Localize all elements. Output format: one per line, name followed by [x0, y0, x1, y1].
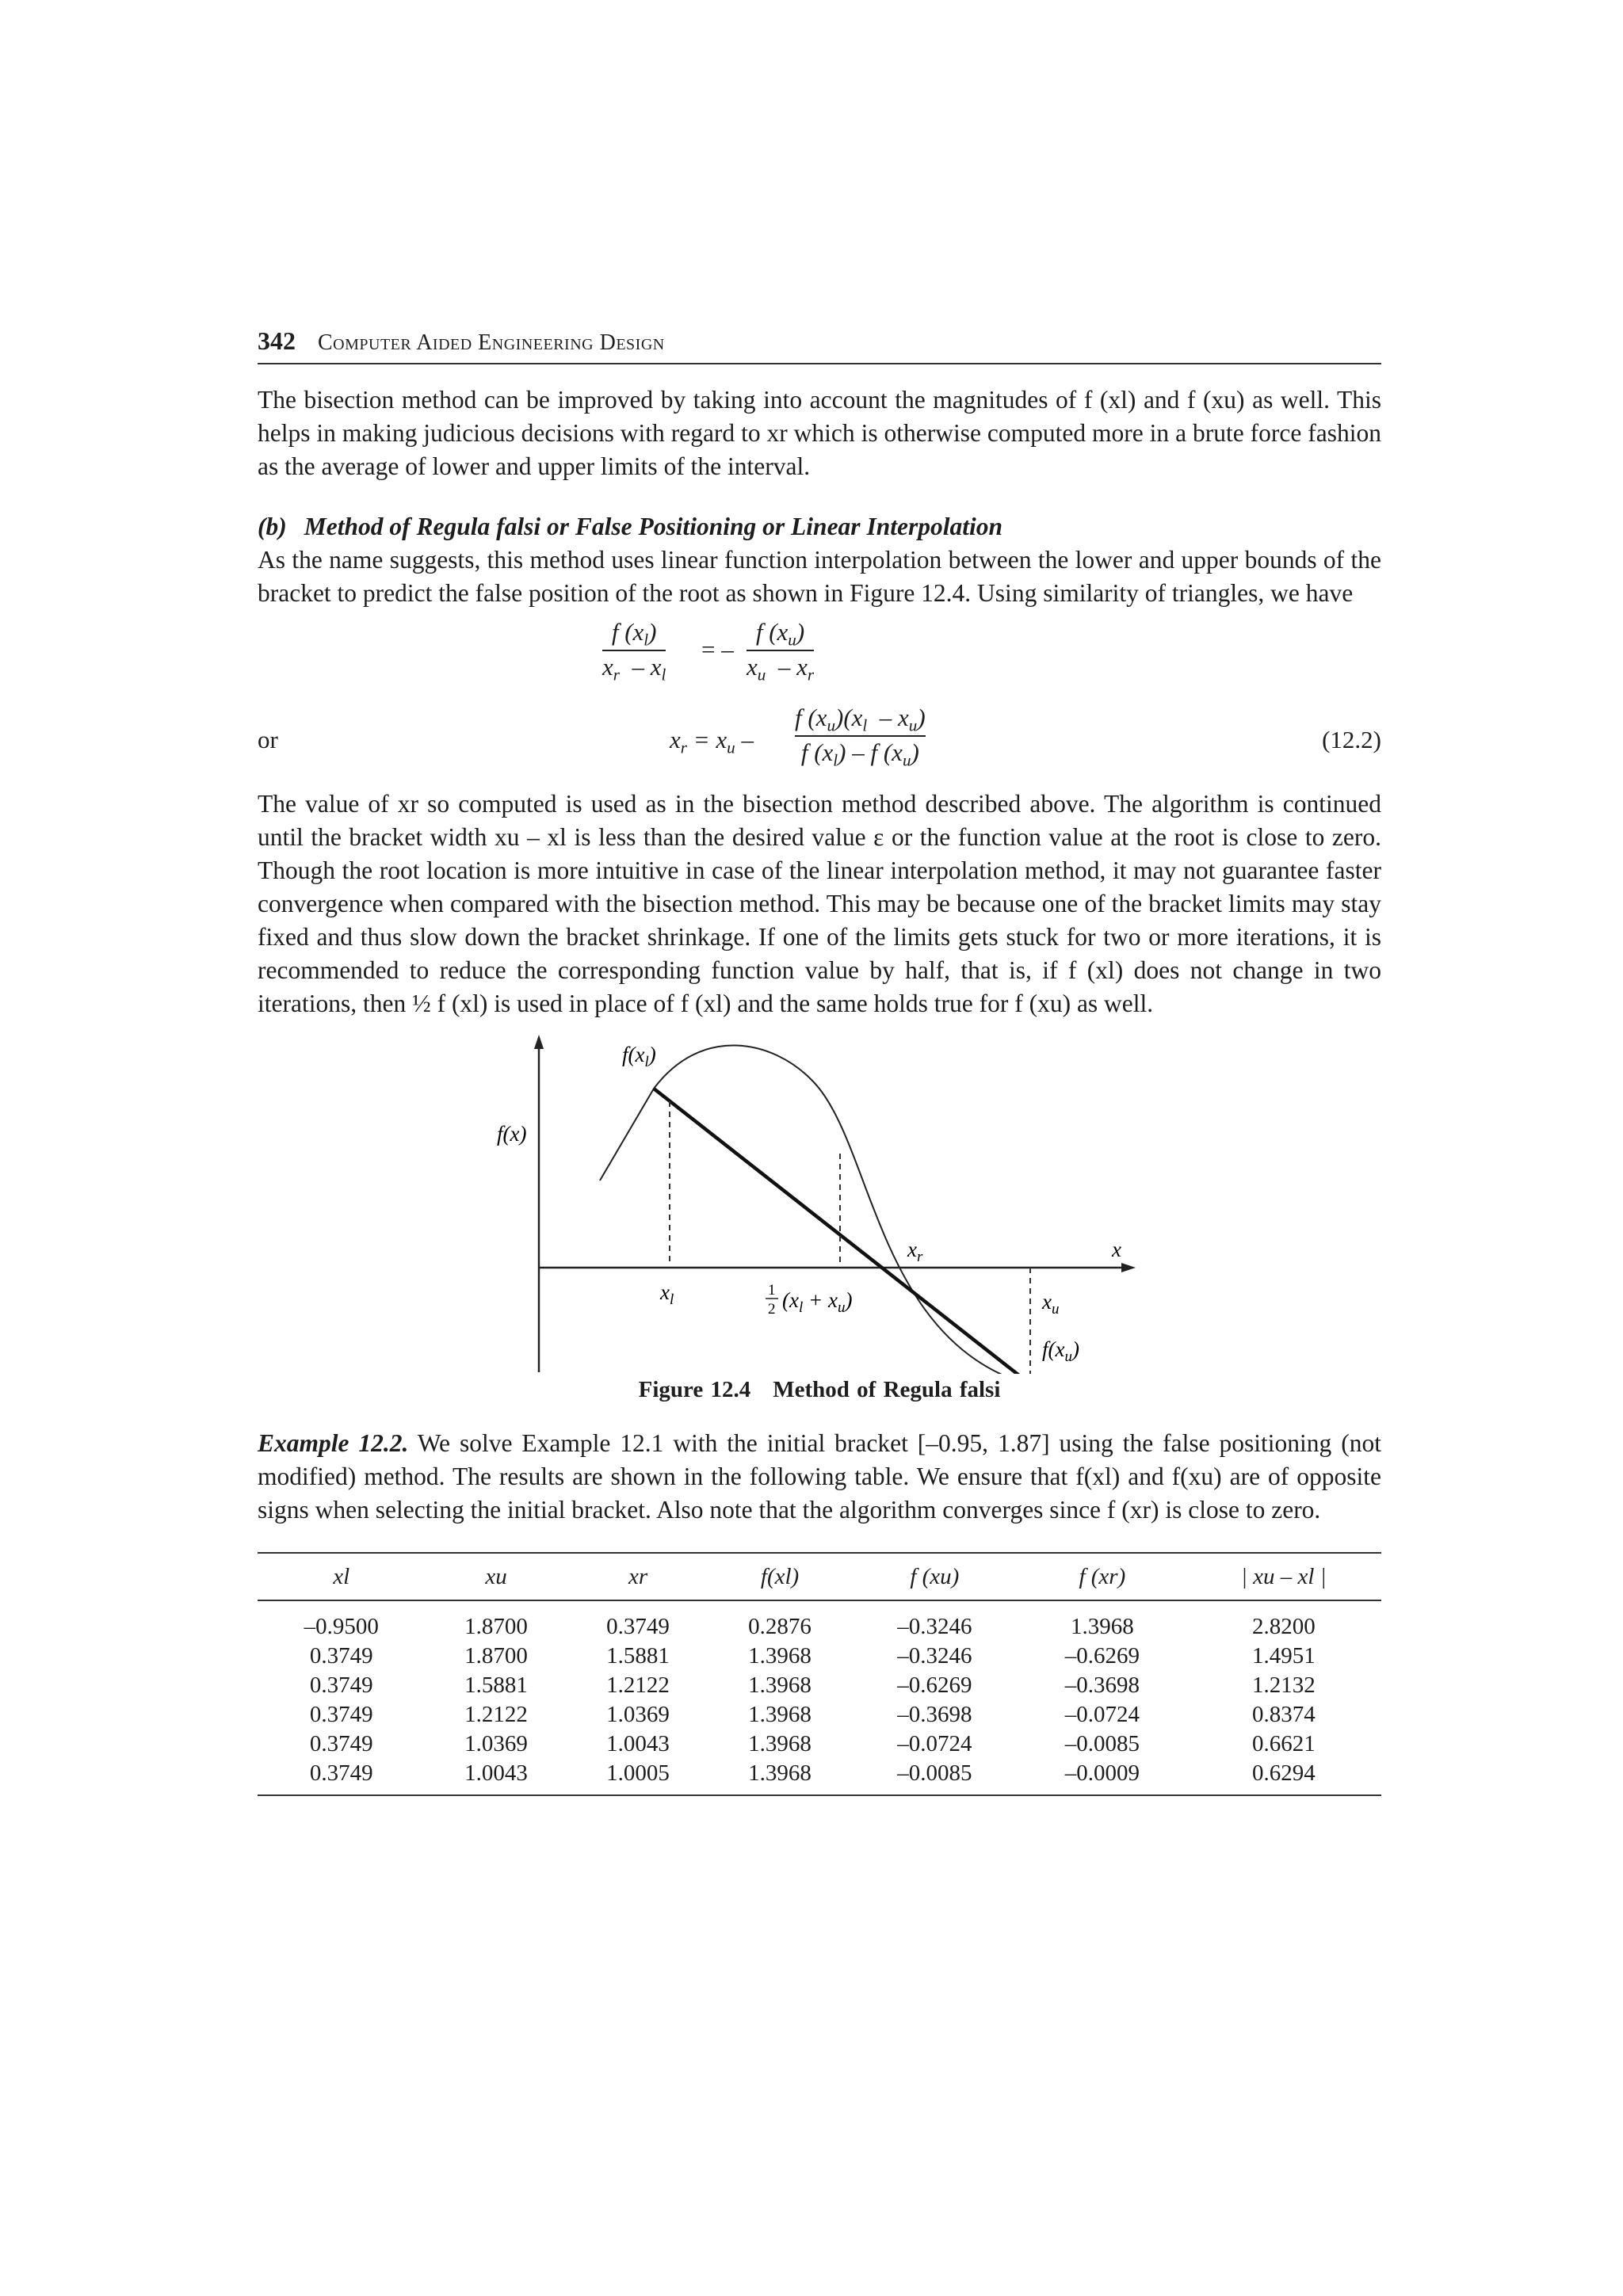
- equation-fraction: $\frac{f (x_u)(x_l - x_u)}{f (x_l) - f (x_u)}$: [795, 704, 926, 770]
- table-row: [258, 1600, 1381, 1642]
- table-cell: –0.0724: [897, 1731, 972, 1756]
- table-cell: 1.8700: [464, 1643, 528, 1669]
- table-cell: 1.4951: [1251, 1643, 1316, 1669]
- table-cell: 1.3968: [1070, 1614, 1134, 1639]
- table-row: [258, 1671, 1381, 1700]
- section-title: Method of Regula falsi or False Positioning or Linear Interpolation: [304, 513, 1002, 540]
- table-cell: 0.3749: [309, 1702, 373, 1727]
- header-fxu: f (xu): [851, 1553, 1019, 1600]
- svg-text:(xl + xu): $(x_l + x_u)$: [782, 1288, 853, 1316]
- fraction-left: $\frac{f (x_l)}{x_r - x_l}$: [602, 618, 666, 685]
- section-label: (b): [258, 513, 287, 540]
- function-curve: [600, 1045, 1050, 1374]
- header-xl: xl: [258, 1553, 426, 1600]
- half-numerator: 1: [768, 1282, 776, 1299]
- table-cell: 1.3968: [748, 1672, 812, 1698]
- fraction-right: $\frac{f (x_u)}{x_u - x_r}$: [747, 618, 815, 685]
- results-table: [258, 1552, 1381, 1796]
- half-denominator: 2: [768, 1301, 776, 1318]
- header-width: | xu – xl |: [1186, 1553, 1381, 1600]
- y-axis-arrow: [534, 1035, 544, 1049]
- or-label: or: [258, 726, 278, 753]
- table-cell: –0.3698: [897, 1702, 972, 1727]
- header-fxr: f (xr): [1018, 1553, 1186, 1600]
- figure-regula-falsi: [258, 1025, 1381, 1374]
- table-row: [258, 1759, 1381, 1795]
- page: [258, 326, 1381, 1796]
- example-text: We solve Example 12.1 with the initial bracket [–0.95, 1.87] using the false positioning (not modified) method. The results are shown in the following table. We ensure that f(xl) and f(xu) are of opposite signs when selecting the initial bracket. Also note that the algorithm converges since f (xr) is close to zero.: [258, 1429, 1381, 1524]
- table-cell: 1.0043: [426, 1759, 567, 1795]
- table-cell: 1.3968: [748, 1731, 812, 1756]
- table-cell: 2.8200: [1251, 1614, 1316, 1639]
- table-cell: 0.3749: [309, 1672, 373, 1698]
- paragraph-bisection-improvement: The bisection method can be improved by taking into account the magnitudes of f (xl) and f (xu) as well. This helps in making judicious decisions with regard to xr which is otherwise computed more in a brute force fashion as the average of lower and upper limits of the interval.: [258, 386, 1381, 480]
- table-cell: –0.0085: [1064, 1731, 1140, 1756]
- figure-number: Figure 12.4: [638, 1377, 751, 1402]
- figure-title: Method of Regula falsi: [773, 1377, 1001, 1402]
- table-cell: 1.0369: [464, 1731, 528, 1756]
- equation-similar-triangles: [258, 618, 1381, 694]
- label-midpoint: [766, 1282, 852, 1318]
- running-header: [258, 326, 1381, 364]
- equation-number: (12.2): [1322, 726, 1381, 753]
- table-cell: 0.3749: [258, 1759, 426, 1795]
- table-cell: 1.3968: [709, 1759, 851, 1795]
- table-cell: 0.3749: [309, 1731, 373, 1756]
- table-cell: 1.2132: [1251, 1672, 1316, 1698]
- table-cell: –0.3246: [897, 1614, 972, 1639]
- table-cell: 1.0005: [567, 1759, 709, 1795]
- header-xr: xr: [567, 1553, 709, 1600]
- table-cell: 1.3968: [748, 1643, 812, 1669]
- label-x: x: [1112, 1238, 1121, 1261]
- table-cell: 0.8374: [1251, 1702, 1316, 1727]
- table-cell: –0.6269: [897, 1672, 972, 1698]
- table-cell: –0.3246: [897, 1643, 972, 1669]
- table-cell: 0.3749: [606, 1614, 670, 1639]
- table-cell: 0.2876: [748, 1614, 812, 1639]
- x-axis-arrow: [1121, 1263, 1136, 1272]
- header-xu: xu: [426, 1553, 567, 1600]
- paragraph-algorithm-details: The value of xr so computed is used as in the bisection method described above. The algorithm is continued until the bracket width xu – xl is less than the desired value ε or the function value at the root is close to zero. Though the root location is more intuitive in case of the linear interpolation method, it may not guarantee faster convergence when compared with the bisection method. This may be because one of the bracket limits may stay fixed and thus slow down the bracket shrinkage. If one of the limits gets stuck for two or more iterations, it is recommended to reduce the corresponding function value by half, that is, if f (xl) does not change in two iterations, then ½ f (xl) is used in place of f (xl) and the same holds true for f (xu) as well.: [258, 790, 1381, 1017]
- table-cell: –0.3698: [1064, 1672, 1140, 1698]
- book-title: Computer Aided Engineering Design: [318, 330, 665, 355]
- secant-line: [654, 1089, 1030, 1374]
- table-cell: 1.5881: [606, 1643, 670, 1669]
- section-heading: [258, 510, 1381, 543]
- table-row: [258, 1700, 1381, 1730]
- equation-lhs: $x_r = x_u$ –: [670, 726, 754, 757]
- table-cell: 1.0369: [606, 1702, 670, 1727]
- example-title: Example 12.2.: [258, 1429, 409, 1457]
- figure-caption: [258, 1377, 1381, 1403]
- table-header-row: [258, 1553, 1381, 1600]
- table-cell: 0.6294: [1186, 1759, 1381, 1795]
- table-cell: 0.3749: [309, 1643, 373, 1669]
- table-cell: 1.0043: [606, 1731, 670, 1756]
- table-cell: 1.3968: [748, 1702, 812, 1727]
- label-fxl: $f(x_l)$: [622, 1043, 656, 1070]
- table-cell: –0.0009: [1018, 1759, 1186, 1795]
- table-cell: 0.6621: [1251, 1731, 1316, 1756]
- table-row: [258, 1642, 1381, 1671]
- example-paragraph: [258, 1427, 1381, 1527]
- table-row: [258, 1730, 1381, 1759]
- table-cell: –0.9500: [304, 1614, 379, 1639]
- regula-falsi-diagram: [258, 1025, 1381, 1374]
- equals-minus: = –: [701, 635, 734, 663]
- table-cell: 1.2122: [606, 1672, 670, 1698]
- table-cell: 1.2122: [464, 1702, 528, 1727]
- paragraph-regula-falsi-intro: As the name suggests, this method uses linear function interpolation between the lower and upper bounds of the bracket to predict the false position of the root as shown in Figure 12.4. Using similarity of triangles, we have: [258, 546, 1381, 607]
- equation-12-2: [258, 704, 1381, 775]
- page-number: 342: [258, 326, 296, 355]
- table-cell: –0.6269: [1064, 1643, 1140, 1669]
- table-cell: 1.5881: [464, 1672, 528, 1698]
- table-cell: 1.8700: [464, 1614, 528, 1639]
- label-xu: $x_u$: [1042, 1290, 1060, 1318]
- label-fxu: $f(x_u)$: [1042, 1337, 1079, 1365]
- header-fxl: f(xl): [709, 1553, 851, 1600]
- table-cell: –0.0724: [1064, 1702, 1140, 1727]
- table-cell: –0.0085: [851, 1759, 1019, 1795]
- label-xl: $x_l$: [660, 1280, 674, 1308]
- label-fx: f(x): [497, 1122, 527, 1146]
- label-xr: $x_r$: [907, 1238, 923, 1265]
